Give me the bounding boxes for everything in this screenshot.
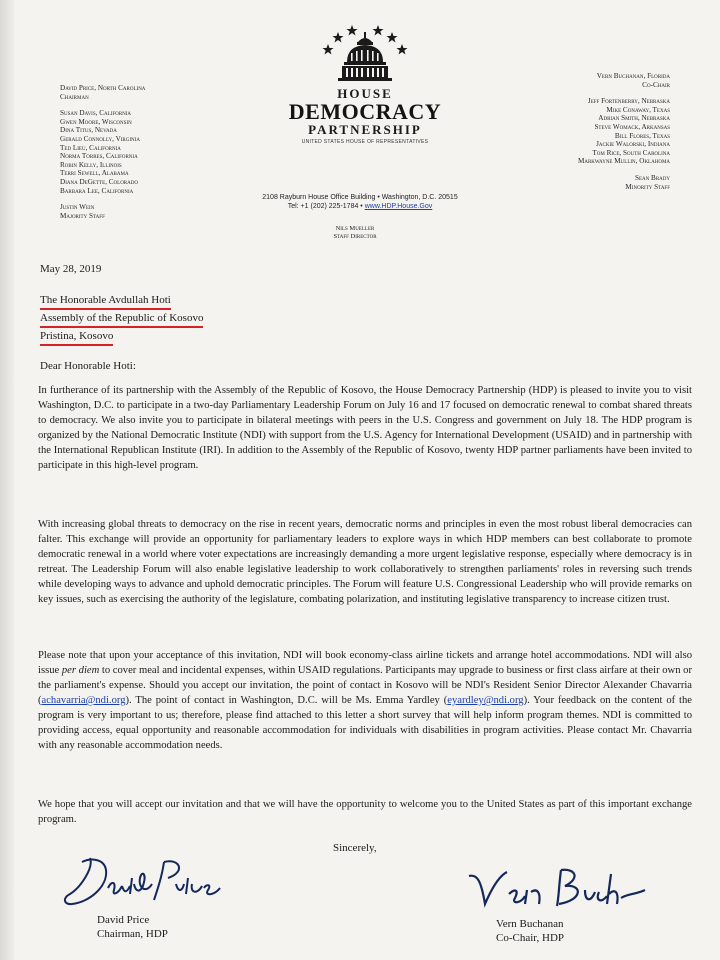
member-name: Tom Rice, South Carolina bbox=[592, 148, 670, 157]
member-list bbox=[540, 97, 670, 166]
member-name: Bill Flores, Texas bbox=[614, 131, 670, 140]
logo-subtitle: UNITED STATES HOUSE OF REPRESENTATIVES bbox=[301, 139, 429, 145]
logistics-text: ). The point of contact in Washington, D.C. will be Ms. Emma Yardley ( bbox=[125, 695, 448, 706]
cochair-name: Vern Buchanan, Florida bbox=[596, 72, 670, 80]
minority-staff-name: Sean Brady bbox=[634, 173, 670, 182]
majority-staff-title: Majority Staff bbox=[60, 211, 105, 220]
hdp-logo bbox=[280, 22, 450, 162]
staff-director-title: Staff Director bbox=[333, 233, 377, 240]
member-name: Adrian Smith, Nebraska bbox=[598, 114, 670, 123]
signer-name: David Price bbox=[97, 914, 150, 926]
republican-members-column bbox=[540, 72, 670, 191]
staff-director-name: Nils Mueller bbox=[335, 225, 375, 232]
salutation: Dear Honorable Hoti: bbox=[40, 360, 136, 372]
paragraph-invitation: In furtherance of its partnership with the Assembly of the Republic of Kosovo, the House Democracy Partnership (HDP) is pleased to invite you to visit Washington, D.C. to participate in a two-day Parliamentary Leadership Forum on July 16 and 17 focused on democratic renewal to combat shared threats to democracy. We also invite you to participate in bilateral meetings with peers in the U.S. Congress and government on July 18. The HDP program is organized by the National Democratic Institute (NDI) with support from the U.S. Agency for International Development (USAID) and in partnership with the International Republican Institute (IRI). In addition to the Assembly of the Republic of Kosovo, twenty HDP partner parliaments have been invited to participate in this high-level program. bbox=[38, 385, 692, 471]
majority-staff-name: Justin Wein bbox=[60, 203, 95, 212]
member-name: Markwayne Mullin, Oklahoma bbox=[577, 157, 670, 166]
member-name: Gerald Connolly, Virginia bbox=[60, 134, 140, 143]
member-name: Susan Davis, California bbox=[60, 109, 131, 118]
member-name: Robin Kelly, Illinois bbox=[60, 160, 122, 169]
email-link-yardley[interactable]: eyardley@ndi.org bbox=[447, 695, 524, 706]
capitol-dome-icon bbox=[320, 22, 410, 84]
member-name: Gwen Moore, Wisconsin bbox=[60, 117, 132, 126]
signer-cochair bbox=[496, 917, 564, 945]
staff-director bbox=[325, 225, 385, 241]
david-price-signature bbox=[60, 848, 240, 918]
member-name: Jeff Fortenberry, Nebraska bbox=[587, 97, 670, 106]
member-name: Barbara Lee, California bbox=[60, 186, 134, 195]
office-address bbox=[210, 193, 510, 211]
telephone: Tel: +1 (202) 225-1784 • bbox=[287, 203, 365, 210]
member-name: Dina Titus, Nevada bbox=[60, 126, 117, 135]
chair-name: David Price, North Carolina bbox=[60, 84, 146, 92]
paragraph-threats: With increasing global threats to democracy on the rise in recent years, democratic norms and principles in even the most robust liberal democracies can falter. This exchange will provide an opportunity for parliamentary leaders to explore ways in which HDP members can best collaborate to promote democratic renewal in a world where voter expectations are increasingly demanding a more urgent legislative response, especially where democracy is in retreat. The Leadership Forum will also enable legislative leadership to work collaboratively to strengthen parliaments' roles in reversing such trends while developing ways to advance and uphold democratic principles. The Forum will feature U.S. Congressional Leadership who will provide remarks on key issues, such as exercising the authority of the legislature, combating polarization, and instituting legislative transparency to increase citizen trust. bbox=[38, 519, 692, 605]
street-address: 2108 Rayburn House Office Building • Washington, D.C. 20515 bbox=[262, 194, 458, 201]
vern-buchanan-signature bbox=[465, 860, 665, 920]
signer-chairman bbox=[97, 913, 168, 941]
contact-line bbox=[210, 202, 510, 211]
email-link-chavarria[interactable]: achavarria@ndi.org bbox=[41, 695, 126, 706]
member-name: Diana DeGette, Colorado bbox=[60, 177, 138, 186]
cochair-title: Co-Chair bbox=[642, 80, 670, 89]
signer-title: Co-Chair, HDP bbox=[496, 932, 565, 944]
member-list bbox=[60, 109, 145, 195]
member-name: Steve Womack, Arkansas bbox=[594, 122, 670, 131]
minority-staff-title: Minority Staff bbox=[625, 182, 670, 191]
recipient-block bbox=[40, 292, 203, 346]
logo-partnership: PARTNERSHIP bbox=[308, 122, 422, 137]
member-name: Norma Torres, California bbox=[60, 152, 138, 161]
recipient-city: Pristina, Kosovo bbox=[40, 328, 113, 346]
logistics-text: to cover meal and incidental expenses, within USAID regulations. Participants may upgrade to business or first class airfare at their own or the parliament's expense. Should you accept our invitation, the point of contact in Kosovo will be NDI's Resident Senior Director Alexander Chavarria ( bbox=[38, 665, 692, 706]
logistics-text: ). Your feedback on the content of the program is very important to us; therefore, please find attached to this letter a short survey that will help inform program themes. NDI is committed to providing access, equal opportunity and reasonable accommodation for individuals with disabilities in program activities. Please contact Mr. Chavarria with any reasonable accommodation needs. bbox=[38, 695, 692, 751]
paragraph-logistics bbox=[38, 648, 692, 753]
democratic-members-column bbox=[60, 84, 145, 220]
recipient-name: The Honorable Avdullah Hoti bbox=[40, 292, 171, 310]
recipient-institution: Assembly of the Republic of Kosovo bbox=[40, 310, 203, 328]
closing-sincerely: Sincerely, bbox=[333, 842, 377, 854]
letter-date: May 28, 2019 bbox=[40, 263, 102, 275]
member-name: Terri Sewell, Alabama bbox=[60, 169, 129, 178]
member-name: Ted Lieu, California bbox=[60, 143, 121, 152]
per-diem-text: per diem bbox=[61, 665, 100, 676]
paper-edge bbox=[0, 0, 14, 960]
logo-democracy: DEMOCRACY bbox=[288, 99, 442, 124]
signer-title: Chairman, HDP bbox=[97, 928, 168, 940]
website-link[interactable]: www.HDP.House.Gov bbox=[364, 203, 433, 210]
member-name: Jackie Walorski, Indiana bbox=[596, 140, 670, 149]
paragraph-closing: We hope that you will accept our invitation and that we will have the opportunity to welcome you to the United States as part of this important exchange program. bbox=[38, 799, 692, 825]
chair-title: Chairman bbox=[60, 92, 89, 101]
signer-name: Vern Buchanan bbox=[496, 918, 564, 930]
logo-house: HOUSE bbox=[337, 86, 393, 101]
logistics-text: Please note that upon your acceptance of this invitation, NDI will book economy-class airline tickets and arrange hotel accommodations. NDI will also issue bbox=[38, 650, 692, 676]
member-name: Mike Conaway, Texas bbox=[606, 105, 670, 114]
